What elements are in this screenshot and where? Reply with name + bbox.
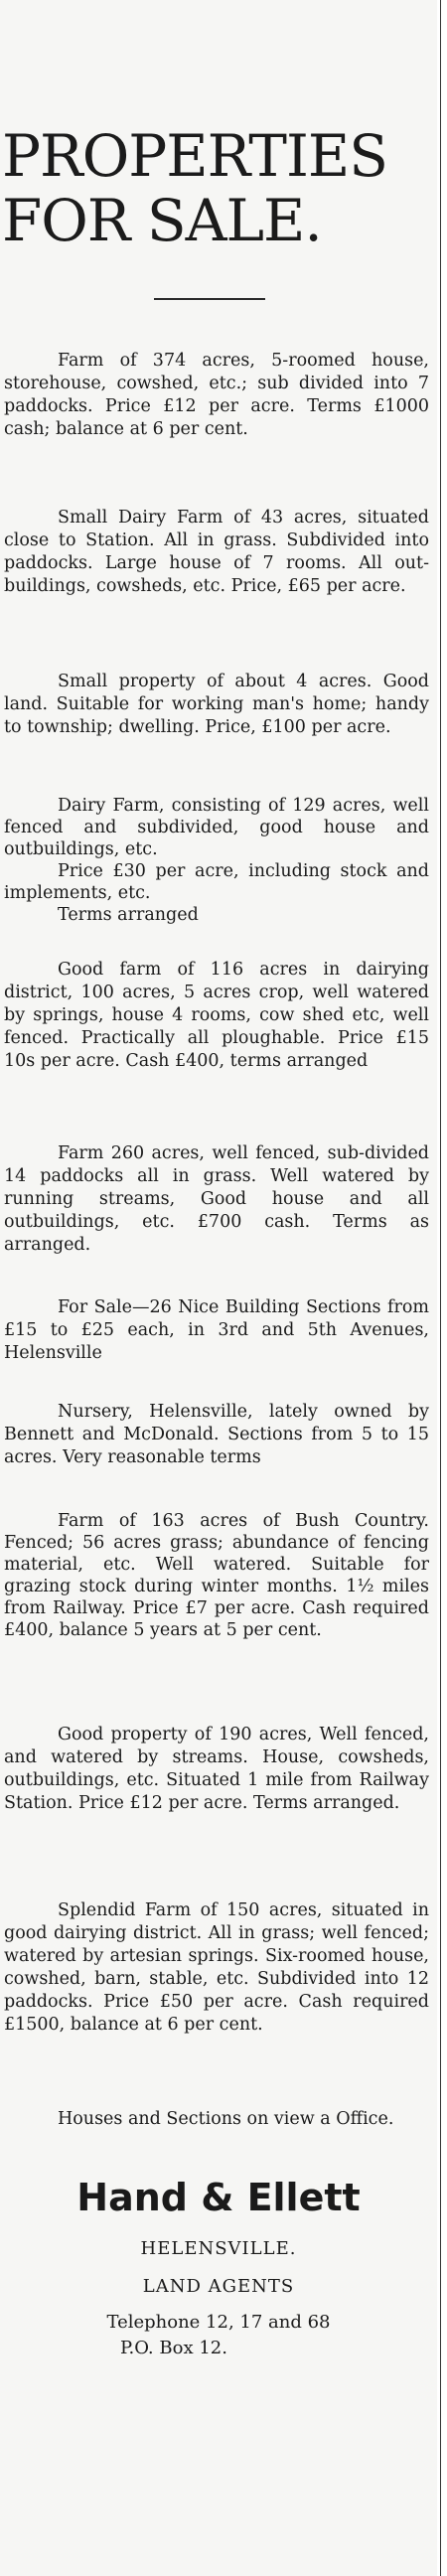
footer-note — [4, 2108, 429, 2131]
listing-1 — [4, 350, 429, 441]
listing-11 — [4, 1899, 429, 2037]
listing-text-price: Price £30 per acre, including stock and implements, etc. — [4, 861, 429, 903]
firm-po-box: P.O. Box 12. — [120, 2338, 227, 2358]
listing-text: For Sale—26 Nice Building Sections from £15 to £25 each, in 3rd and 5th Avenues, Helensville — [4, 1297, 429, 1363]
footer-note-text: Houses and Sections on view a Office. — [58, 2109, 394, 2129]
listing-4 — [4, 795, 429, 926]
listing-text: Farm of 163 acres of Bush Country. Fenced; 56 acres grass; abundance of fencing material, etc. Well watered. Suitable for grazing stock during winter months. 1½ miles from Railway. Price £7 per acre. Cash required £400, balance 5 years at 5 per cent. — [4, 1511, 429, 1640]
listing-text: Farm of 374 acres, 5-roomed house, storehouse, cowshed, etc.; sub divided into 7 paddocks. Price £12 per acre. Terms £1000 cash; balance at 6 per cent. — [4, 351, 429, 439]
listing-10 — [4, 1724, 429, 1815]
column-rule — [440, 0, 441, 2576]
firm-town: HELENSVILLE. — [140, 2238, 297, 2259]
listing-5 — [4, 959, 429, 1073]
firm-role: LAND AGENTS — [142, 2276, 295, 2297]
listing-6 — [4, 1142, 429, 1257]
listing-text: Small Dairy Farm of 43 acres, situated close to Station. All in grass. Subdivided into paddocks. Large house of 7 rooms. All out-buildings, cowsheds, etc. Price, £65 per acre. — [4, 508, 429, 596]
section-divider — [154, 298, 265, 300]
listing-3 — [4, 671, 429, 739]
listing-text-terms: Terms arranged — [58, 905, 199, 925]
heading-line-2: FOR SALE. — [2, 187, 322, 254]
listing-text: Nursery, Helensville, lately owned by Bennett and McDonald. Sections from 5 to 15 acres. Very reasonable terms — [4, 1402, 429, 1467]
listing-2 — [4, 507, 429, 598]
listing-7 — [4, 1296, 429, 1365]
listing-9 — [4, 1510, 429, 1641]
listing-text: Small property of about 4 acres. Good land. Suitable for working man's home; handy to township; dwelling. Price, £100 per acre. — [4, 672, 429, 737]
listing-text: Good farm of 116 acres in dairying district, 100 acres, 5 acres crop, well watered by springs, house 4 rooms, cow shed etc, well fenced. Practically all ploughable. Price £15 10s per acre. Cash £400, terms arranged — [4, 960, 429, 1071]
listing-8 — [4, 1401, 429, 1469]
firm-name: Hand & Ellett — [76, 2176, 361, 2219]
listing-text: Splendid Farm of 150 acres, situated in good dairying district. All in grass; well fenced; watered by artesian springs. Six-roomed house, cowshed, barn, stable, etc. Subdivided into 12 paddocks. Price £50 per acre. Cash required £1500, balance at 6 per cent. — [4, 1900, 429, 2035]
heading-line-1: PROPERTIES — [2, 122, 387, 190]
listing-text: Dairy Farm, consisting of 129 acres, well fenced and subdivided, good house and outbuildings, etc. — [4, 796, 429, 859]
firm-telephone: Telephone 12, 17 and 68 — [106, 2312, 331, 2333]
listing-text: Farm 260 acres, well fenced, sub-divided 14 paddocks all in grass. Well watered by running streams, Good house and all outbuildings, etc. £700 cash. Terms as arranged. — [4, 1143, 429, 1255]
listing-text: Good property of 190 acres, Well fenced, and watered by streams. House, cowsheds, outbuildings, etc. Situated 1 mile from Railway Station. Price £12 per acre. Terms arranged. — [4, 1725, 429, 1813]
